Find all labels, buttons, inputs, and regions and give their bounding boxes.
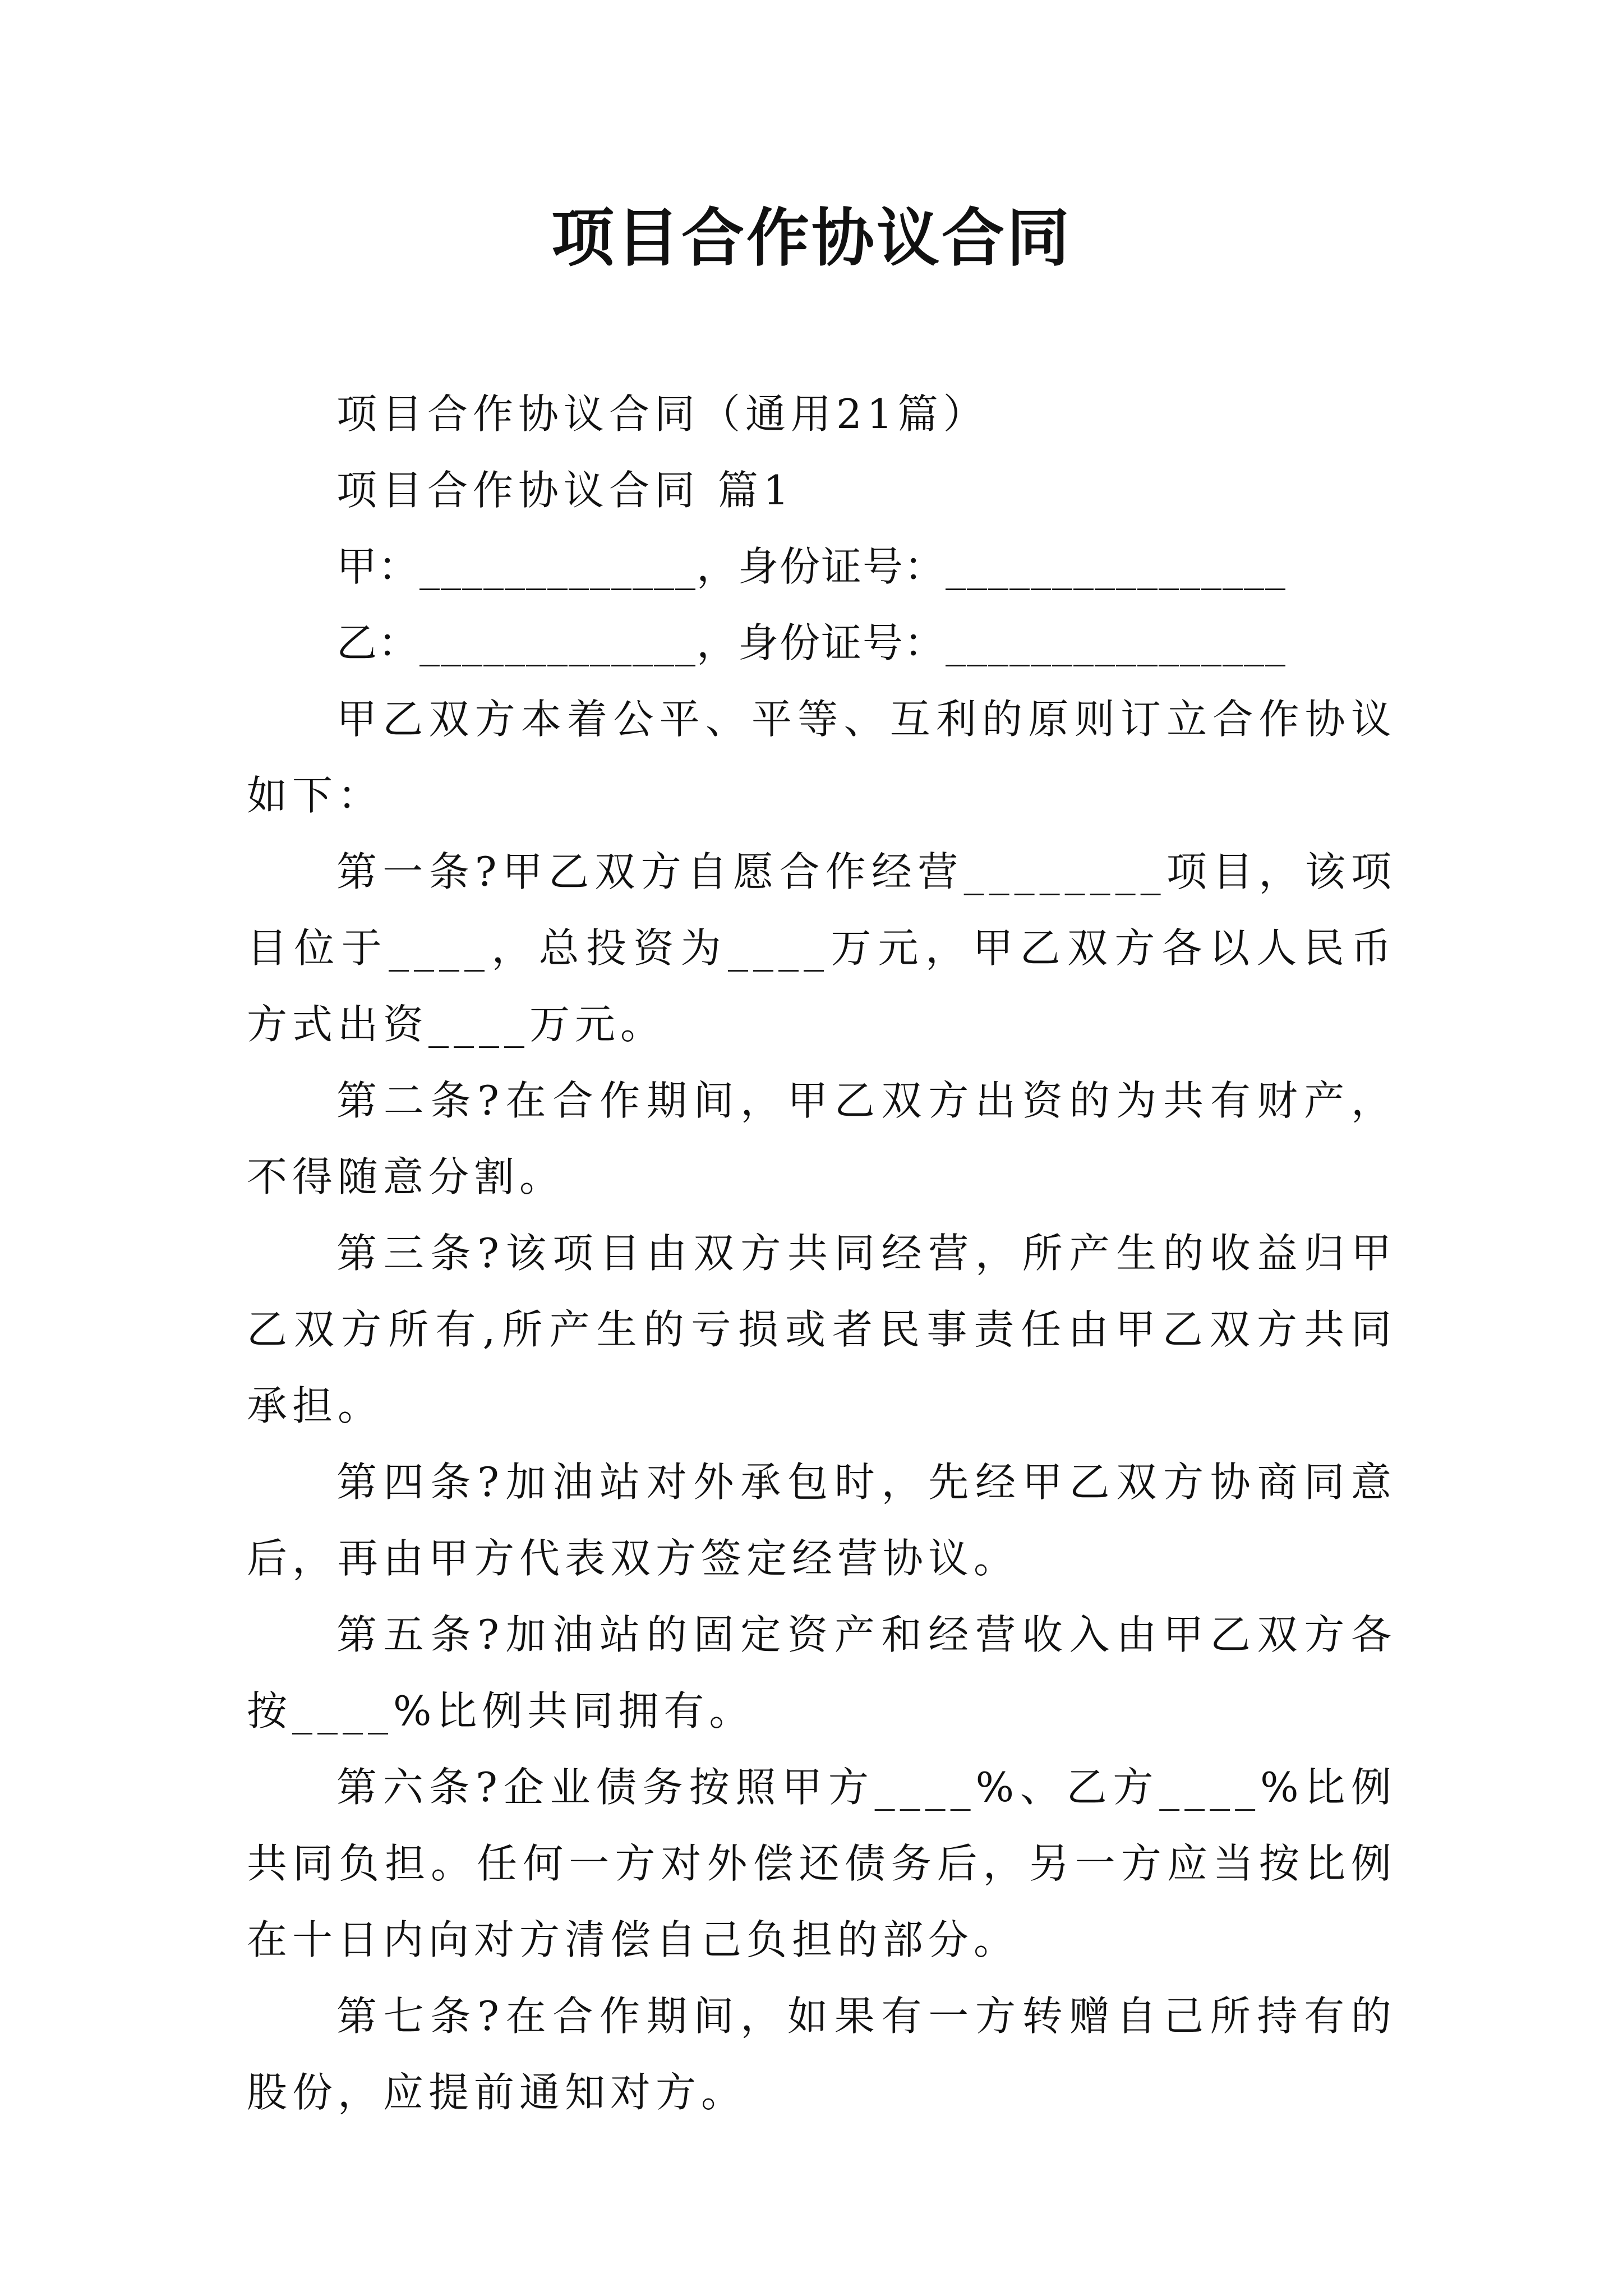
paragraph-article-1: 第一条?甲乙双方自愿合作经营________项目，该项目位于____，总投资为____万元，甲乙双方各以人民币方式出资____万元。 bbox=[247, 848, 1396, 1048]
paragraph-article-3: 第三条?该项目由双方共同经营，所产生的收益归甲乙双方所有,所产生的亏损或者民事责任由甲乙双方共同承担。 bbox=[247, 1230, 1396, 1429]
paragraph-article-5: 第五条?加油站的固定资产和经营收入由甲乙双方各按____%比例共同拥有。 bbox=[247, 1611, 1396, 1734]
paragraph-article-4: 第四条?加油站对外承包时，先经甲乙双方协商同意后，再由甲方代表双方签定经营协议。 bbox=[247, 1458, 1396, 1582]
document-title: 项目合作协议合同 bbox=[551, 202, 1072, 275]
document-body bbox=[247, 376, 1396, 2131]
paragraph-article-7: 第七条?在合作期间，如果有一方转赠自己所持有的股份，应提前通知对方。 bbox=[247, 1993, 1396, 2116]
paragraph-article-6: 第六条?企业债务按照甲方____%、乙方____%比例共同负担。任何一方对外偿还债务后，另一方应当按比例在十日内向对方清偿自己负担的部分。 bbox=[247, 1764, 1396, 1963]
paragraph-chapter-heading: 项目合作协议合同 篇1 bbox=[336, 467, 794, 514]
paragraph-party-a: 甲：_____________，身份证号：________________ bbox=[336, 543, 1287, 590]
paragraph-subtitle: 项目合作协议合同（通用21篇） bbox=[336, 390, 989, 438]
paragraph-preamble: 甲乙双方本着公平、平等、互利的原则订立合作协议如下： bbox=[247, 696, 1396, 819]
paragraph-party-b: 乙：_____________，身份证号：________________ bbox=[336, 619, 1287, 666]
paragraph-article-2: 第二条?在合作期间，甲乙双方出资的为共有财产，不得随意分割。 bbox=[247, 1077, 1396, 1200]
